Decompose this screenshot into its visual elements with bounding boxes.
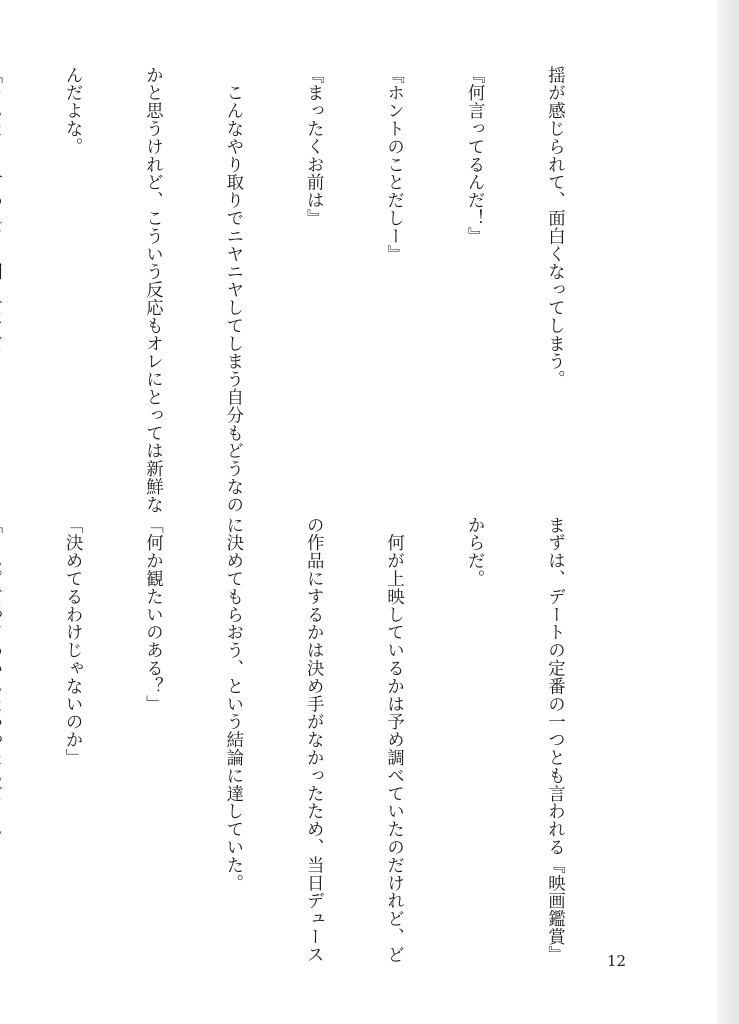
page-number: 12: [607, 952, 627, 970]
text-column-top: [0, 66, 621, 514]
text-line: 揺が感じられて、面白くなってしまう。: [544, 66, 565, 389]
text-line: に決めてもらおう、という結論に達していた。: [222, 516, 243, 892]
text-line: こんなやり取りでニヤニヤしてしまう自分もどうなの: [222, 66, 243, 514]
text-line: からだ。: [464, 516, 485, 588]
text-line: 『何言ってるんだ！』: [464, 66, 485, 245]
text-line: 「何か観たいのある？」: [142, 516, 163, 713]
text-line: 『ホントのことだしー』: [383, 66, 404, 263]
text-line: 「決めてるわけじゃないのか」: [62, 516, 83, 767]
text-line: [0, 516, 5, 946]
text-line: かと思うけれど、こういう反応もオレにとっては新鮮な: [142, 66, 163, 514]
text-column-bottom: [0, 516, 621, 964]
text-line: まずは、デートの定番の一つとも言われる『映画鑑賞』: [544, 516, 565, 964]
text-line: [0, 66, 5, 496]
page-edge-shadow: [717, 0, 739, 1024]
text-line: 『まったくお前は』: [303, 66, 324, 228]
text-line: んだよな。: [62, 66, 83, 156]
text-line: の作品にするかは決め手がなかったため、当日デュース: [303, 516, 324, 964]
text-line: 何が上映しているかは予め調べていたのだけれど、ど: [383, 516, 404, 964]
